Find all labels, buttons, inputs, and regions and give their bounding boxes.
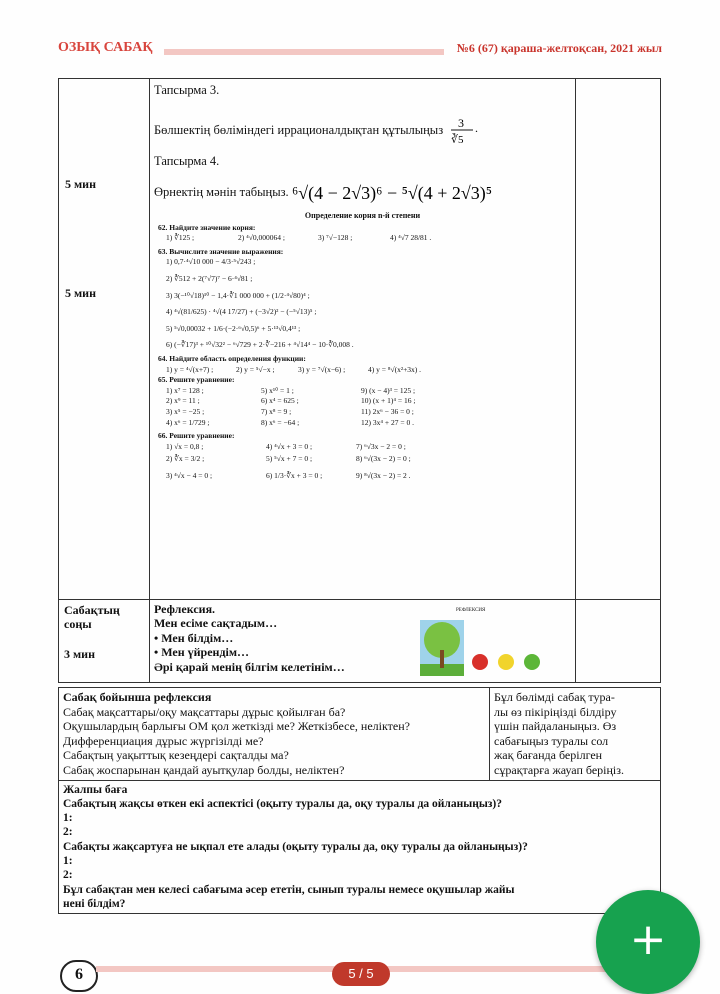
reflection-line: • Мен үйрендім… xyxy=(154,645,250,660)
lesson-reflection-title: Сабақ бойынша рефлексия xyxy=(63,690,212,704)
reflection-question: Сабақ мақсаттары/оқу мақсаттары дұрыс қойылған ба? xyxy=(63,704,346,719)
summary-title: Жалпы баға xyxy=(63,783,128,796)
instruction-line: лы өз пікіріңізді білдіру xyxy=(494,704,617,719)
exercise-item: 9) (x − 4)³ = 125 ; xyxy=(361,385,416,395)
exercise-item: 3) y = ⁷√(x−6) ; xyxy=(298,364,346,374)
exercise-item: 4) ⁴√7 28/81 . xyxy=(390,233,432,243)
exercise-item: 7) x⁸ = 9 ; xyxy=(261,406,292,416)
task3-title: Тапсырма 3. xyxy=(154,83,220,97)
section-64: 64. Найдите область определения функции: xyxy=(158,353,306,363)
picture-title: РЕФЛЕКСИЯ xyxy=(456,608,486,613)
svg-text:3: 3 xyxy=(458,116,465,130)
lesson-end-label-2: соңы xyxy=(64,617,92,632)
exercise-item: 1) ∛125 ; xyxy=(166,233,195,243)
summary-line: Сабақты жақсартуға не ықпал ете алады (оқыту туралы да, оқу туралы да ойланыңыз)? xyxy=(63,840,528,853)
exercise-item: 5) ⁵√x + 7 = 0 ; xyxy=(266,454,313,464)
exercise-item: 7) ⁶√3x − 2 = 0 ; xyxy=(356,441,406,451)
task4-title: Тапсырма 4. xyxy=(154,154,220,168)
summary-line: Сабақтың жақсы өткен екі аспектісі (оқыту туралы да, оқу туралы да ойланыңыз)? xyxy=(63,797,503,810)
exercise-item: 11) 2x⁶ − 36 = 0 ; xyxy=(361,406,414,416)
reflection-question: Сабақтың уақыттық кезеңдері сақталды ма? xyxy=(63,748,289,763)
page-number: 6 xyxy=(60,960,98,992)
instruction-line: сабағыңыз туралы сол xyxy=(494,733,609,748)
reflection-title: Рефлексия. xyxy=(154,602,216,616)
time-label-2: 5 мин xyxy=(65,286,97,300)
exercise-item: 3) 3(−¹⁰√18)¹⁰ − 1,4·∛1 000 000 + (1/2·⁴√80)⁴ ; xyxy=(166,290,310,300)
exercise-item: 4) y = ⁸√(x²+3x) . xyxy=(368,364,422,374)
summary-line: 1: xyxy=(63,812,73,825)
exercise-item: 2) ⁴√0,000064 ; xyxy=(238,233,285,243)
exercise-item: 2) x⁹ = 11 ; xyxy=(166,396,200,406)
reflection-line: • Мен білдім… xyxy=(154,630,234,645)
exercise-item: 4) x⁶ = 1/729 ; xyxy=(166,417,210,427)
reflection-tree-picture xyxy=(420,618,550,678)
journal-title: ОЗЫҚ САБАҚ xyxy=(58,40,153,55)
exercise-item: 9) ⁸√(3x − 2) = 2 . xyxy=(356,470,411,480)
page-header xyxy=(58,38,662,60)
sheet-title: Определение корня n-й степени xyxy=(304,211,421,220)
reflection-question: Оқушылардың барлығы ОМ қол жеткізді ме? Жеткізбесе, неліктен? xyxy=(63,719,410,734)
exercise-item: 3) ⁴√x − 4 = 0 ; xyxy=(166,470,213,480)
exercise-item: 6) x⁴ = 625 ; xyxy=(261,396,299,406)
lesson-reflection-table xyxy=(58,687,661,914)
instruction-line: сұрақтарға жауап беріңіз. xyxy=(494,762,624,777)
exercise-item: 5) ⁵√0,00032 + 1/6·(−2·⁶√0,5)⁶ + 5·¹³√0,4¹³ ; xyxy=(166,323,301,333)
exercise-item: 2) ∛x = 3/2 ; xyxy=(166,454,205,464)
plus-icon: + xyxy=(629,914,667,965)
lesson-end-cell xyxy=(59,600,150,683)
task3-text: Бөлшектің бөліміндегі иррационалдықтан құтылыңыз 3 ∛5 . xyxy=(154,116,575,146)
time-column xyxy=(59,79,150,600)
instruction-line: үшін пайдаланыңыз. Өз xyxy=(494,719,617,734)
exercise-item: 5) x¹⁰ = 1 ; xyxy=(261,385,294,395)
exercise-item: 1) x⁷ = 128 ; xyxy=(166,385,204,395)
exercise-item: 10) (x + 1)⁴ = 16 ; xyxy=(361,396,416,406)
lesson-table xyxy=(58,78,661,683)
section-63: 63. Вычислите значение выражения: xyxy=(158,246,284,256)
exercise-item: 1) 0,7·⁴√10 000 − 4/3·⁵√243 ; xyxy=(166,257,256,267)
issue-info: №6 (67) қараша-желтоқсан, 2021 жыл xyxy=(456,41,662,55)
exercise-item: 1) √x = 0,8 ; xyxy=(166,441,204,451)
section-62: 62. Найдите значение корня: xyxy=(158,222,256,232)
svg-text:.: . xyxy=(475,121,479,135)
exercise-item: 8) ⁶√(3x − 2) = 0 ; xyxy=(356,454,411,464)
summary-line: Бұл сабақтан мен келесі сабағыма әсер ететін, сынып туралы немесе оқушылар жайы xyxy=(63,883,515,896)
footer-bar xyxy=(96,966,690,972)
lesson-end-label: Сабақтың xyxy=(64,603,120,617)
reflection-line: Мен есіме сақтадым… xyxy=(154,616,278,631)
exercise-item: 1) y = ⁴√(x+7) ; xyxy=(166,364,214,374)
add-button[interactable] xyxy=(596,890,700,994)
reflection-cell xyxy=(150,600,576,683)
task4-text: Өрнектің мәнін табыңыз. ⁶√(4 − 2√3)⁶ − ⁵√(4 + 2√3)⁵ xyxy=(154,179,575,207)
section-66: 66. Решите уравнение: xyxy=(158,431,235,441)
summary-line: 1: xyxy=(63,855,73,868)
exercise-item: 6) (−∛17)³ + ¹⁰√32² − ⁶√729 + 2·∛−216 + ⁴√14⁴ − 10·∛0,008 . xyxy=(166,340,354,350)
tasks-cell xyxy=(150,79,576,600)
reflection-time: 3 мин xyxy=(64,646,96,661)
exercise-item: 12) 3x⁴ + 27 = 0 . xyxy=(361,417,414,427)
exercise-item: 3) x⁵ = −25 ; xyxy=(166,406,205,416)
instructions-cell xyxy=(490,688,661,781)
exercise-item: 3) ⁷√−128 ; xyxy=(318,233,353,243)
summary-line: нені білдім? xyxy=(63,897,126,910)
reflection-line: Әрі қарай менің білгім келетінім… xyxy=(154,659,345,674)
instruction-line: жақ бағанда берілген xyxy=(494,748,603,763)
svg-text:∛5: ∛5 xyxy=(451,134,464,146)
summary-cell xyxy=(59,780,661,914)
root-expression xyxy=(292,179,492,207)
summary-line: 2: xyxy=(63,869,73,882)
reflection-question: Сабақ жоспарынан қандай ауытқулар болды, неліктен? xyxy=(63,762,345,777)
time-label-1: 5 мин xyxy=(65,177,97,191)
exercise-item: 4) ⁴√x + 3 = 0 ; xyxy=(266,441,313,451)
instruction-line: Бұл бөлімді сабақ тура- xyxy=(494,690,615,704)
section-65: 65. Решите уравнение: xyxy=(158,375,235,385)
lesson-reflection-cell xyxy=(59,688,490,781)
svg-text:⁶√(4 − 2√3)⁶ − ⁵√(4 + 2√3)⁵: ⁶√(4 − 2√3)⁶ − ⁵√(4 + 2√3)⁵ xyxy=(291,183,492,203)
reflection-side-cell xyxy=(576,600,661,683)
exercise-sheet xyxy=(150,211,575,481)
fraction-expression xyxy=(446,116,482,146)
exercise-item: 4) ⁴√(81/625) · ⁴√(4 17/27) + (−3√2)² − (−⁵√13)⁵ ; xyxy=(166,307,317,317)
exercise-item: 2) ∛512 + 2(⁷√7)⁷ − 6·⁴√81 ; xyxy=(166,273,253,283)
header-bar xyxy=(164,49,444,55)
exercise-item: 2) y = ⁵√−x ; xyxy=(236,364,275,374)
exercise-item: 6) 1/3·∛x + 3 = 0 ; xyxy=(266,470,323,480)
exercise-item: 8) x⁶ = −64 ; xyxy=(261,417,300,427)
reflection-question: Дифференциация дұрыс жүргізілді ме? xyxy=(63,733,264,748)
page-indicator[interactable]: 5 / 5 xyxy=(332,962,390,986)
resources-cell xyxy=(576,79,661,600)
summary-line: 2: xyxy=(63,826,73,839)
